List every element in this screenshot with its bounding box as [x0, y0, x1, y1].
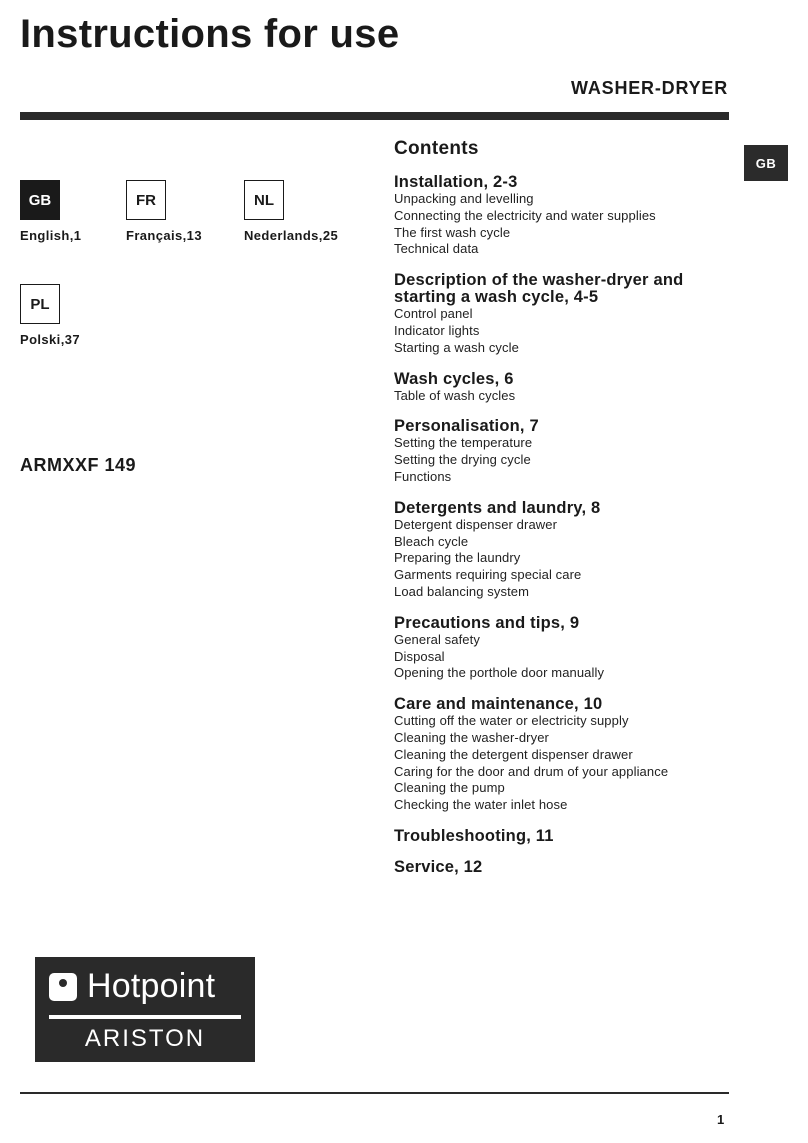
language-label: Nederlands,25	[244, 228, 339, 243]
section-title: Personalisation, 7	[394, 417, 539, 436]
section-title: Installation, 2-3	[394, 173, 518, 191]
language-pl	[20, 284, 80, 347]
brand-logo	[35, 957, 255, 1062]
language-label: English,1	[20, 228, 82, 243]
section-item: Setting the drying cycle	[394, 452, 531, 468]
language-code-box: FR	[126, 180, 166, 220]
section-item: Functions	[394, 468, 452, 484]
model-number: ARMXXF 149	[20, 455, 137, 475]
logo-sub-text: ARISTON	[84, 1025, 206, 1052]
footer-rule	[20, 1092, 729, 1094]
hotpoint-mark-icon	[49, 973, 77, 1001]
contents-section	[394, 500, 729, 601]
section-item: Setting the temperature	[394, 435, 533, 451]
language-code-box: PL	[20, 284, 60, 324]
section-item: Bleach cycle	[394, 533, 469, 549]
contents-section	[394, 272, 729, 356]
page-number: 1	[717, 1112, 725, 1127]
section-item: Cutting off the water or electricity supply	[394, 713, 629, 729]
contents-section	[394, 174, 729, 258]
logo-divider	[49, 1015, 241, 1019]
section-title: Care and maintenance, 10	[394, 695, 603, 714]
section-item: Indicator lights	[394, 322, 480, 338]
language-code-box: NL	[244, 180, 284, 220]
section-item: The first wash cycle	[394, 224, 511, 240]
section-item: Cleaning the detergent dispenser drawer	[394, 746, 633, 762]
section-item: Table of wash cycles	[394, 387, 516, 403]
contents-section	[394, 615, 729, 682]
logo-brand-text: Hotpoint	[87, 967, 216, 1005]
contents-section	[394, 859, 729, 876]
section-title: Detergents and laundry, 8	[394, 498, 601, 517]
contents-title: Contents	[394, 138, 479, 159]
section-item: Opening the porthole door manually	[394, 665, 605, 681]
section-item: Preparing the laundry	[394, 550, 521, 566]
table-of-contents	[394, 138, 729, 890]
section-item: Control panel	[394, 306, 473, 322]
language-gb	[20, 180, 81, 243]
header-rule	[20, 112, 729, 120]
section-title: Precautions and tips, 9	[394, 613, 580, 632]
section-item: Technical data	[394, 241, 479, 257]
contents-section	[394, 696, 729, 814]
contents-section	[394, 828, 729, 845]
section-title: Troubleshooting, 11	[394, 826, 554, 845]
section-item: Caring for the door and drum of your appliance	[394, 763, 669, 779]
section-title: Service, 12	[394, 857, 483, 876]
section-item: Starting a wash cycle	[394, 339, 519, 355]
section-item: Connecting the electricity and water supplies	[394, 207, 656, 223]
section-item: Disposal	[394, 648, 445, 664]
section-item: Detergent dispenser drawer	[394, 516, 558, 532]
contents-sections	[394, 174, 729, 876]
language-side-tab: GB	[744, 145, 788, 181]
product-type: WASHER-DRYER	[571, 78, 728, 98]
section-item: Unpacking and levelling	[394, 191, 534, 206]
section-item: General safety	[394, 631, 480, 647]
contents-section	[394, 418, 729, 485]
section-item: Cleaning the washer-dryer	[394, 729, 549, 745]
section-item: Garments requiring special care	[394, 567, 582, 583]
section-title: Description of the washer-dryer and starting a wash cycle, 4-5	[394, 271, 684, 307]
language-label: Français,13	[126, 228, 202, 243]
language-nl	[244, 180, 338, 243]
contents-section	[394, 371, 729, 405]
section-item: Checking the water inlet hose	[394, 797, 568, 813]
section-item: Load balancing system	[394, 583, 530, 599]
language-code-box: GB	[20, 180, 60, 220]
language-label: Polski,37	[20, 332, 80, 347]
section-title: Wash cycles, 6	[394, 369, 514, 388]
section-item: Cleaning the pump	[394, 780, 505, 796]
language-fr	[126, 180, 202, 243]
document-title: Instructions for use	[20, 12, 400, 56]
